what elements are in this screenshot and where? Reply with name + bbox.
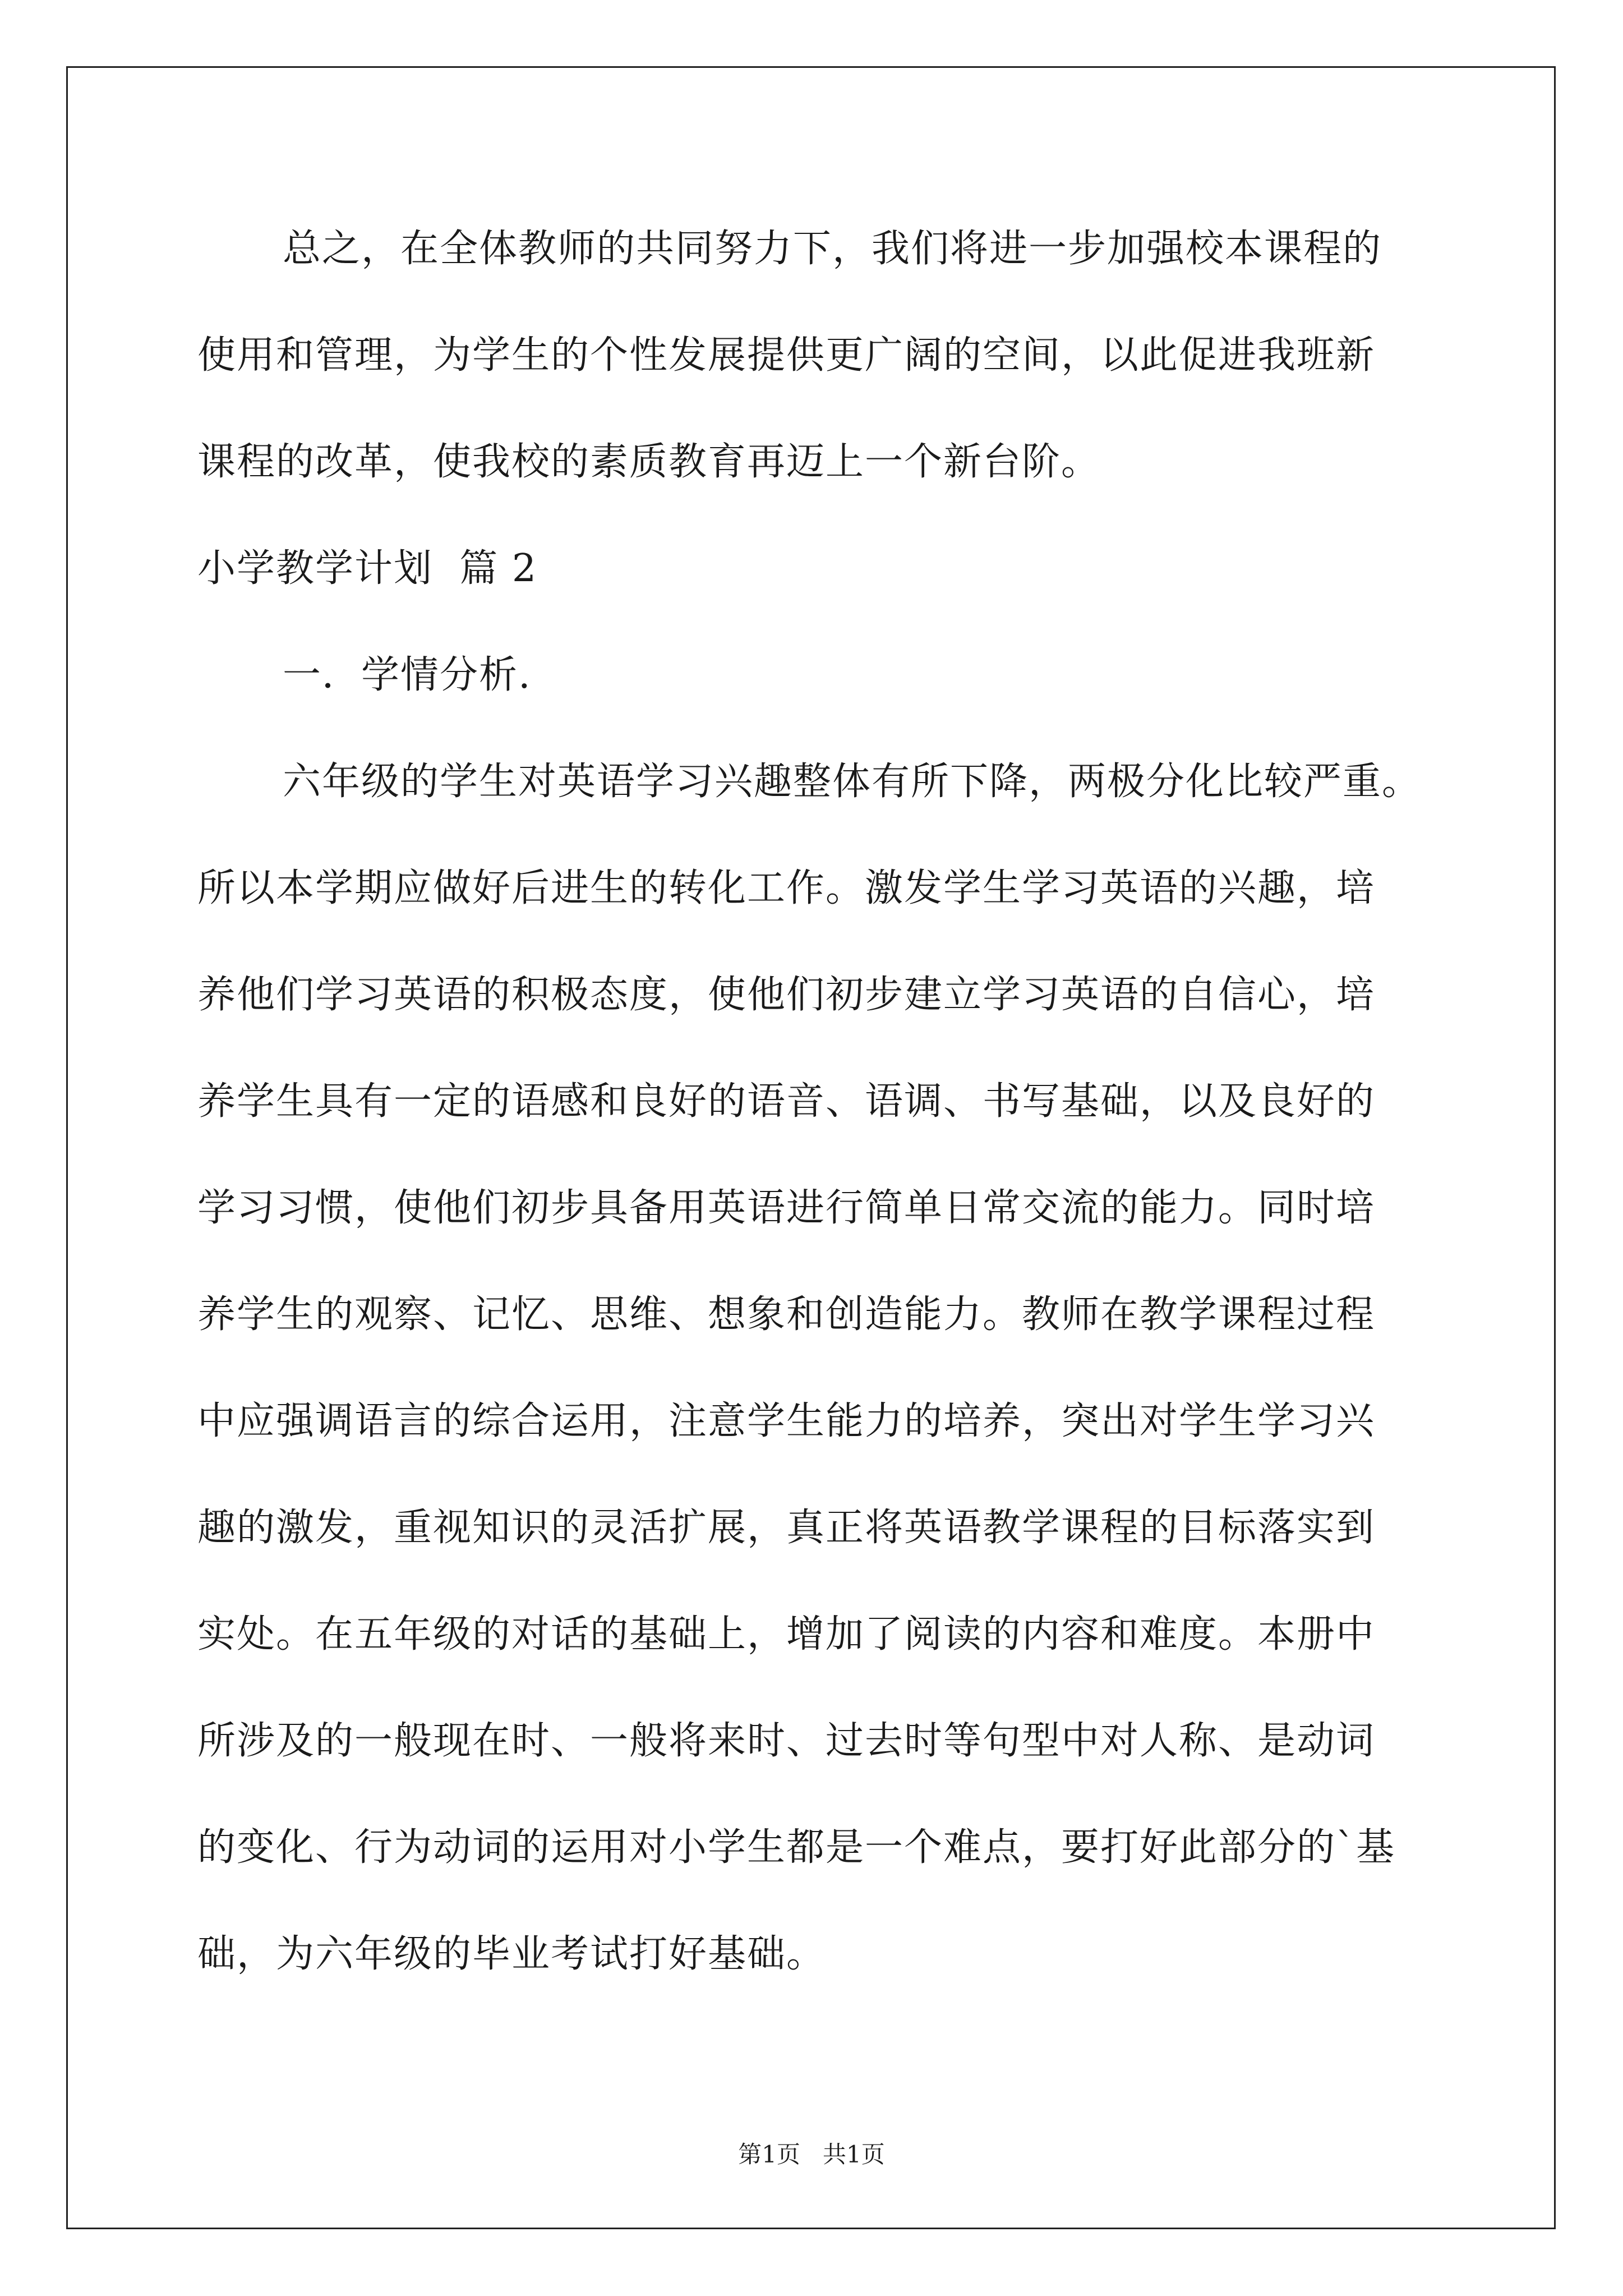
page-frame bbox=[66, 66, 1556, 2229]
paragraph-2-line-4: 养学生具有一定的语感和良好的语音、语调、书写基础，以及良好的 bbox=[197, 1079, 1376, 1124]
paragraph-1-line-1: 总之，在全体教师的共同努力下，我们将进一步加强校本课程的 bbox=[283, 227, 1382, 271]
section-heading: 小学教学计划 篇 2 bbox=[197, 546, 538, 591]
paragraph-1-line-3: 课程的改革，使我校的素质教育再迈上一个新台阶。 bbox=[197, 440, 1101, 484]
paragraph-2-line-11: 的变化、行为动词的运用对小学生都是一个难点，要打好此部分的`基 bbox=[197, 1825, 1396, 1870]
section-subheading: 一．学情分析. bbox=[283, 653, 532, 697]
paragraph-2-line-8: 趣的激发，重视知识的灵活扩展，真正将英语教学课程的目标落实到 bbox=[197, 1506, 1376, 1550]
paragraph-2-line-5: 学习习惯，使他们初步具备用英语进行简单日常交流的能力。同时培 bbox=[197, 1186, 1376, 1230]
paragraph-2-line-1: 六年级的学生对英语学习兴趣整体有所下降，两极分化比较严重。 bbox=[283, 760, 1422, 804]
paragraph-1-line-2: 使用和管理，为学生的个性发展提供更广阔的空间，以此促进我班新 bbox=[197, 333, 1376, 378]
page-number-footer: 第1页 共1页 bbox=[738, 2141, 885, 2168]
paragraph-2-line-6: 养学生的观察、记忆、思维、想象和创造能力。教师在教学课程过程 bbox=[197, 1292, 1376, 1337]
paragraph-2-line-9: 实处。在五年级的对话的基础上，增加了阅读的内容和难度。本册中 bbox=[197, 1612, 1376, 1657]
paragraph-2-line-12: 础，为六年级的毕业考试打好基础。 bbox=[197, 1932, 826, 1976]
paragraph-2-line-10: 所涉及的一般现在时、一般将来时、过去时等句型中对人称、是动词 bbox=[197, 1719, 1376, 1763]
paragraph-2-line-7: 中应强调语言的综合运用，注意学生能力的培养，突出对学生学习兴 bbox=[197, 1399, 1376, 1443]
paragraph-2-line-3: 养他们学习英语的积极态度，使他们初步建立学习英语的自信心，培 bbox=[197, 973, 1376, 1017]
paragraph-2-line-2: 所以本学期应做好后进生的转化工作。激发学生学习英语的兴趣，培 bbox=[197, 866, 1376, 910]
